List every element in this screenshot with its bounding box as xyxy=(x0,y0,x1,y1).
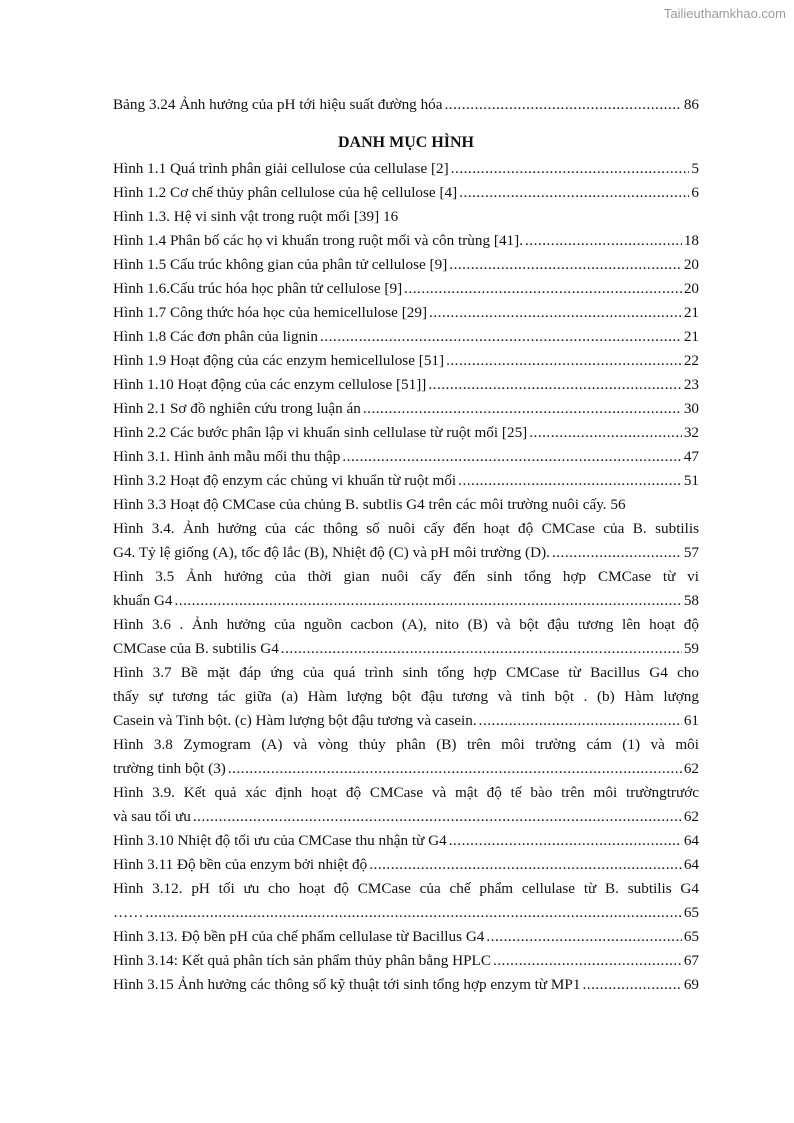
toc-entry-text: CMCase của B. subtilis G4 xyxy=(113,640,279,657)
toc-entry-last-line xyxy=(113,637,699,661)
toc-entry-text: Hình 1.1 Quá trình phân giải cellulose của cellulase [2] xyxy=(113,160,449,177)
dot-leader xyxy=(529,421,682,445)
toc-entry: Hình 1.3. Hệ vi sinh vật trong ruột mối [39] 16 xyxy=(113,208,399,225)
dot-leader xyxy=(342,445,681,469)
toc-entry xyxy=(113,565,699,613)
toc-entry-last-line xyxy=(113,709,699,733)
toc-entry-page: 20 xyxy=(683,256,699,273)
toc-entry-page: 86 xyxy=(683,96,699,113)
toc-entry xyxy=(113,421,699,445)
dot-leader xyxy=(404,277,682,301)
toc-entry-text: Hình 3.13. Độ bền pH của chế phẩm cellulase từ Bacillus G4 xyxy=(113,928,485,945)
toc-entry xyxy=(113,853,699,877)
toc-entry-text: Hình 3.1. Hình ảnh mẫu mối thu thập xyxy=(113,448,341,465)
dot-leader xyxy=(228,757,682,781)
toc-entry-page: 69 xyxy=(683,976,699,993)
toc-entry xyxy=(113,733,699,781)
section-title: DANH MỤC HÌNH xyxy=(338,134,474,151)
toc-entry-text: Casein và Tinh bột. (c) Hàm lượng bột đậu tương và casein. xyxy=(113,712,477,729)
dot-leader xyxy=(428,373,681,397)
toc-entry-page: 58 xyxy=(683,592,699,609)
dot-leader xyxy=(449,253,682,277)
toc-entry-last-line xyxy=(113,589,699,613)
toc-entry-line: thấy sự tương tác giữa (a) Hàm lượng bột đậu tương và tinh bột . (b) Hàm lượng xyxy=(113,688,699,705)
toc-entry xyxy=(113,949,699,973)
dot-leader xyxy=(174,589,681,613)
toc-entry-page: 65 xyxy=(683,904,699,921)
toc-entry-page: 30 xyxy=(683,400,699,417)
toc-entry xyxy=(113,349,699,373)
toc-entry-page: 65 xyxy=(683,928,699,945)
toc-entry-text: Hình 2.2 Các bước phân lập vi khuẩn sinh cellulase từ ruột mối [25] xyxy=(113,424,528,441)
dot-leader xyxy=(446,349,682,373)
toc-entry-text: Hình 1.7 Công thức hóa học của hemicellulose [29] xyxy=(113,304,428,321)
toc-entry-last-line xyxy=(113,901,699,925)
table-of-contents xyxy=(113,93,699,997)
toc-entry xyxy=(113,517,699,565)
dot-leader xyxy=(479,709,682,733)
toc-entry-page: 62 xyxy=(683,760,699,777)
toc-entry-line: Hình 3.4. Ảnh hưởng của các thông số nuôi cấy đến hoạt độ CMCase của B. subtilis xyxy=(113,520,699,537)
toc-entry-page: 64 xyxy=(683,832,699,849)
toc-entry-page: 32 xyxy=(683,424,699,441)
toc-entry xyxy=(113,277,699,301)
toc-entry-page: 21 xyxy=(683,328,699,345)
toc-entry-line: Hình 3.12. pH tối ưu cho hoạt độ CMCase của chế phẩm cellulase từ B. subtilis G4 xyxy=(113,880,699,897)
dot-leader xyxy=(525,229,682,253)
toc-entry xyxy=(113,469,699,493)
toc-entry-text: Hình 1.6.Cấu trúc hóa học phân tử cellulose [9] xyxy=(113,280,403,297)
toc-entry-table-3-24 xyxy=(113,93,699,117)
toc-entry-page: 59 xyxy=(683,640,699,657)
toc-entry-text: Hình 3.10 Nhiệt độ tối ưu của CMCase thu nhận từ G4 xyxy=(113,832,447,849)
dot-leader xyxy=(582,973,681,997)
toc-entry-line: Hình 3.6 . Ảnh hưởng của nguồn cacbon (A), nito (B) và bột đậu tương lên hoạt độ xyxy=(113,616,699,633)
dot-leader xyxy=(281,637,682,661)
toc-entry xyxy=(113,781,699,829)
toc-entry xyxy=(113,973,699,997)
toc-entry-text: Hình 1.4 Phân bố các họ vi khuẩn trong ruột mối và côn trùng [41]. xyxy=(113,232,523,249)
toc-entry-text: Hình 3.11 Độ bền của enzym bởi nhiệt độ xyxy=(113,856,368,873)
toc-entry-text: Hình 1.10 Hoạt động của các enzym cellulose [51]] xyxy=(113,376,427,393)
toc-entry-page: 57 xyxy=(683,544,699,561)
toc-entry-page: 61 xyxy=(683,712,699,729)
toc-entry-page: 47 xyxy=(683,448,699,465)
dot-leader xyxy=(363,397,682,421)
dot-leader xyxy=(451,157,690,181)
toc-entry-text: G4. Tỷ lệ giống (A), tốc độ lắc (B), Nhiệt độ (C) và pH môi trường (D). xyxy=(113,544,550,561)
toc-entry xyxy=(113,301,699,325)
toc-entry xyxy=(113,661,699,733)
toc-entry-page: 23 xyxy=(683,376,699,393)
toc-entry xyxy=(113,181,699,205)
toc-entry-page: 20 xyxy=(683,280,699,297)
toc-entry xyxy=(113,613,699,661)
dot-leader xyxy=(458,469,682,493)
toc-entry: Hình 3.3 Hoạt độ CMCase của chủng B. subtlis G4 trên các môi trường nuôi cấy. 56 xyxy=(113,496,626,513)
toc-entry-page: 67 xyxy=(683,952,699,969)
dot-leader xyxy=(486,925,681,949)
watermark: Tailieuthamkhao.com xyxy=(663,6,786,21)
toc-entry-text: Hình 1.8 Các đơn phân của lignin xyxy=(113,328,319,345)
toc-entry-page: 22 xyxy=(683,352,699,369)
dot-leader xyxy=(429,301,682,325)
toc-entry-last-line xyxy=(113,757,699,781)
toc-entry xyxy=(113,157,699,181)
dot-leader xyxy=(369,853,682,877)
dot-leader xyxy=(552,541,682,565)
toc-entry-line: Hình 3.8 Zymogram (A) và vòng thủy phân (B) trên môi trường cám (1) và môi xyxy=(113,736,699,753)
toc-entry-page: 21 xyxy=(683,304,699,321)
toc-entry-page: 62 xyxy=(683,808,699,825)
toc-entry-text: …… xyxy=(113,904,144,921)
toc-entry-text: và sau tối ưu xyxy=(113,808,191,825)
dot-leader xyxy=(493,949,682,973)
toc-entry-page: 64 xyxy=(683,856,699,873)
toc-entry-text: Bảng 3.24 Ảnh hưởng của pH tới hiệu suất đường hóa xyxy=(113,96,443,113)
toc-entry-text: Hình 3.14: Kết quả phân tích sản phẩm thủy phân bằng HPLC xyxy=(113,952,491,969)
dot-leader xyxy=(145,901,681,925)
toc-entry-text: Hình 3.2 Hoạt độ enzym các chủng vi khuẩn từ ruột mối xyxy=(113,472,457,489)
toc-entry-last-line xyxy=(113,541,699,565)
toc-entry xyxy=(113,925,699,949)
toc-entry-text: Hình 1.2 Cơ chế thủy phân cellulose của hệ cellulose [4] xyxy=(113,184,458,201)
toc-entry-last-line xyxy=(113,805,699,829)
dot-leader xyxy=(320,325,682,349)
dot-leader xyxy=(445,93,682,117)
toc-entry xyxy=(113,253,699,277)
toc-entry-text: Hình 1.5 Cấu trúc không gian của phân tử cellulose [9] xyxy=(113,256,448,273)
dot-leader xyxy=(459,181,689,205)
dot-leader xyxy=(193,805,682,829)
toc-entry xyxy=(113,445,699,469)
toc-entry xyxy=(113,325,699,349)
dot-leader xyxy=(449,829,682,853)
toc-entry xyxy=(113,397,699,421)
toc-entry-page: 5 xyxy=(691,160,699,177)
toc-entry-text: Hình 3.15 Ảnh hưởng các thông số kỹ thuật tới sinh tổng hợp enzym từ MP1 xyxy=(113,976,581,993)
toc-entry-text: Hình 2.1 Sơ đồ nghiên cứu trong luận án xyxy=(113,400,361,417)
toc-entry-line: Hình 3.5 Ảnh hưởng của thời gian nuôi cấy đến sinh tổng hợp CMCase từ vi xyxy=(113,568,699,585)
toc-entry-page: 18 xyxy=(683,232,699,249)
toc-entry xyxy=(113,373,699,397)
toc-entry-text: Hình 1.9 Hoạt động của các enzym hemicellulose [51] xyxy=(113,352,445,369)
toc-entry-page: 51 xyxy=(683,472,699,489)
toc-entry-line: Hình 3.7 Bề mặt đáp ứng của quá trình sinh tổng hợp CMCase từ Bacillus G4 cho xyxy=(113,664,699,681)
toc-entry xyxy=(113,877,699,925)
toc-entry-line: Hình 3.9. Kết quả xác định hoạt độ CMCase và mật độ tế bào trên môi trườngtrước xyxy=(113,784,699,801)
toc-entry-page: 6 xyxy=(691,184,699,201)
toc-entry xyxy=(113,829,699,853)
toc-entry xyxy=(113,229,699,253)
figure-list xyxy=(113,157,699,997)
toc-entry-text: khuẩn G4 xyxy=(113,592,173,609)
toc-entry-text: trường tinh bột (3) xyxy=(113,760,226,777)
